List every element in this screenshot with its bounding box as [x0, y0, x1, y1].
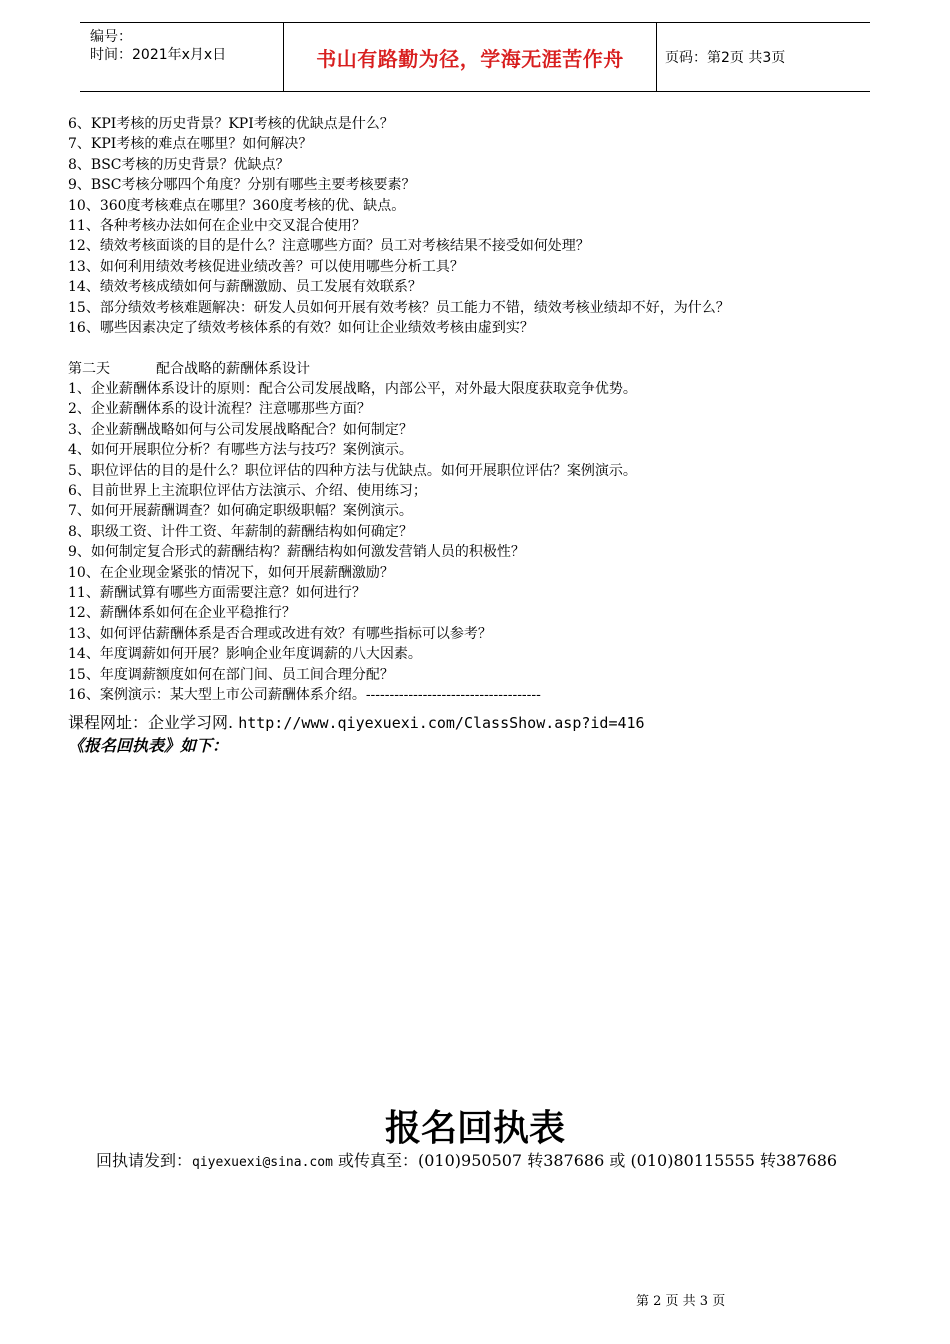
list-item: 8、BSC考核的历史背景？优缺点？	[68, 156, 290, 173]
page-header	[80, 22, 870, 92]
list-item: 12、薪酬体系如何在企业平稳推行？	[68, 605, 296, 622]
course-outline	[68, 114, 868, 705]
reply-label: 回执请发到：	[96, 1151, 193, 1170]
form-intro: 《报名回执表》如下：	[68, 736, 229, 755]
header-motto-cell	[283, 23, 657, 91]
list-item: 8、职级工资、计件工资、年薪制的薪酬结构如何确定？	[68, 523, 413, 540]
page-footer: 第 2 页 共 3 页	[636, 1294, 726, 1309]
fax-label: 或传真至：	[332, 1151, 418, 1170]
form-title: 报名回执表	[384, 1108, 565, 1149]
reply-email-link[interactable]: qiyexuexi@sina.com	[192, 1155, 333, 1170]
header-page-info: 页码：第2页 共3页	[665, 50, 786, 66]
spacer	[68, 338, 868, 358]
list-item: 3、企业薪酬战略如何与公司发展战略配合？如何制定？	[68, 421, 413, 438]
day-label: 第二天	[68, 360, 110, 377]
reply-instructions	[96, 1148, 837, 1171]
list-item: 10、360度考核难点在哪里？360度考核的优、缺点。	[68, 197, 406, 214]
list-item: 7、KPI考核的难点在哪里？如何解决？	[68, 136, 313, 153]
list-item: 7、如何开展薪酬调查？如何确定职级职幅？案例演示。	[68, 503, 413, 520]
list-item: 11、薪酬试算有哪些方面需要注意？如何进行？	[68, 584, 366, 601]
list-item: 11、各种考核办法如何在企业中交叉混合使用？	[68, 217, 366, 234]
list-item: 4、如何开展职位分析？有哪些方法与技巧？案例演示。	[68, 442, 413, 459]
list-item: 5、职位评估的目的是什么？职位评估的四种方法与优缺点。如何开展职位评估？案例演示。	[68, 462, 637, 479]
header-motto: 书山有路勤为径，学海无涯苦作舟	[316, 46, 624, 71]
fax-numbers: (010)950507 转387686 或 (010)80115555 转387686	[418, 1151, 838, 1170]
day-title: 配合战略的薪酬体系设计	[156, 360, 310, 377]
list-item: 13、如何利用绩效考核促进业绩改善？可以使用哪些分析工具？	[68, 258, 464, 275]
course-url-line	[68, 710, 645, 733]
list-item: 16、案例演示：某大型上市公司薪酬体系介绍。-------------------------------------	[68, 686, 541, 703]
list-item: 6、KPI考核的历史背景？KPI考核的优缺点是什么？	[68, 116, 394, 132]
list-item: 10、在企业现金紧张的情况下，如何开展薪酬激励？	[68, 564, 394, 581]
list-item: 14、绩效考核成绩如何与薪酬激励、员工发展有效联系？	[68, 279, 422, 296]
list-item: 15、部分绩效考核难题解决：研发人员如何开展有效考核？员工能力不错，绩效考核业绩却不好，为什么？	[68, 299, 730, 316]
list-item: 13、如何评估薪酬体系是否合理或改进有效？有哪些指标可以参考？	[68, 625, 492, 642]
list-item: 9、BSC考核分哪四个角度？分别有哪些主要考核要素？	[68, 177, 416, 194]
time-label: 时间：2021年x月x日	[90, 47, 227, 63]
list-item: 15、年度调薪额度如何在部门间、员工间合理分配？	[68, 666, 394, 683]
list-item: 2、企业薪酬体系的设计流程？注意哪那些方面？	[68, 401, 371, 418]
course-url-label: 课程网址：企业学习网.	[68, 713, 234, 732]
list-item: 12、绩效考核面谈的目的是什么？注意哪些方面？员工对考核结果不接受如何处理？	[68, 238, 590, 255]
list-item: 9、如何制定复合形式的薪酬结构？薪酬结构如何激发营销人员的积极性？	[68, 544, 525, 561]
course-url-link[interactable]: http://www.qiyexuexi.com/ClassShow.asp?id=416	[238, 714, 645, 732]
header-meta	[80, 23, 280, 91]
list-item: 16、哪些因素决定了绩效考核体系的有效？如何让企业绩效考核由虚到实？	[68, 319, 534, 336]
list-item: 6、目前世界上主流职位评估方法演示、介绍、使用练习；	[68, 483, 427, 500]
list-item: 1、企业薪酬体系设计的原则：配合公司发展战略，内部公平，对外最大限度获取竞争优势。	[68, 381, 637, 398]
list-item: 14、年度调薪如何开展？影响企业年度调薪的八大因素。	[68, 646, 422, 663]
serial-label: 编号：	[90, 29, 132, 45]
section-heading-day2	[68, 359, 868, 379]
